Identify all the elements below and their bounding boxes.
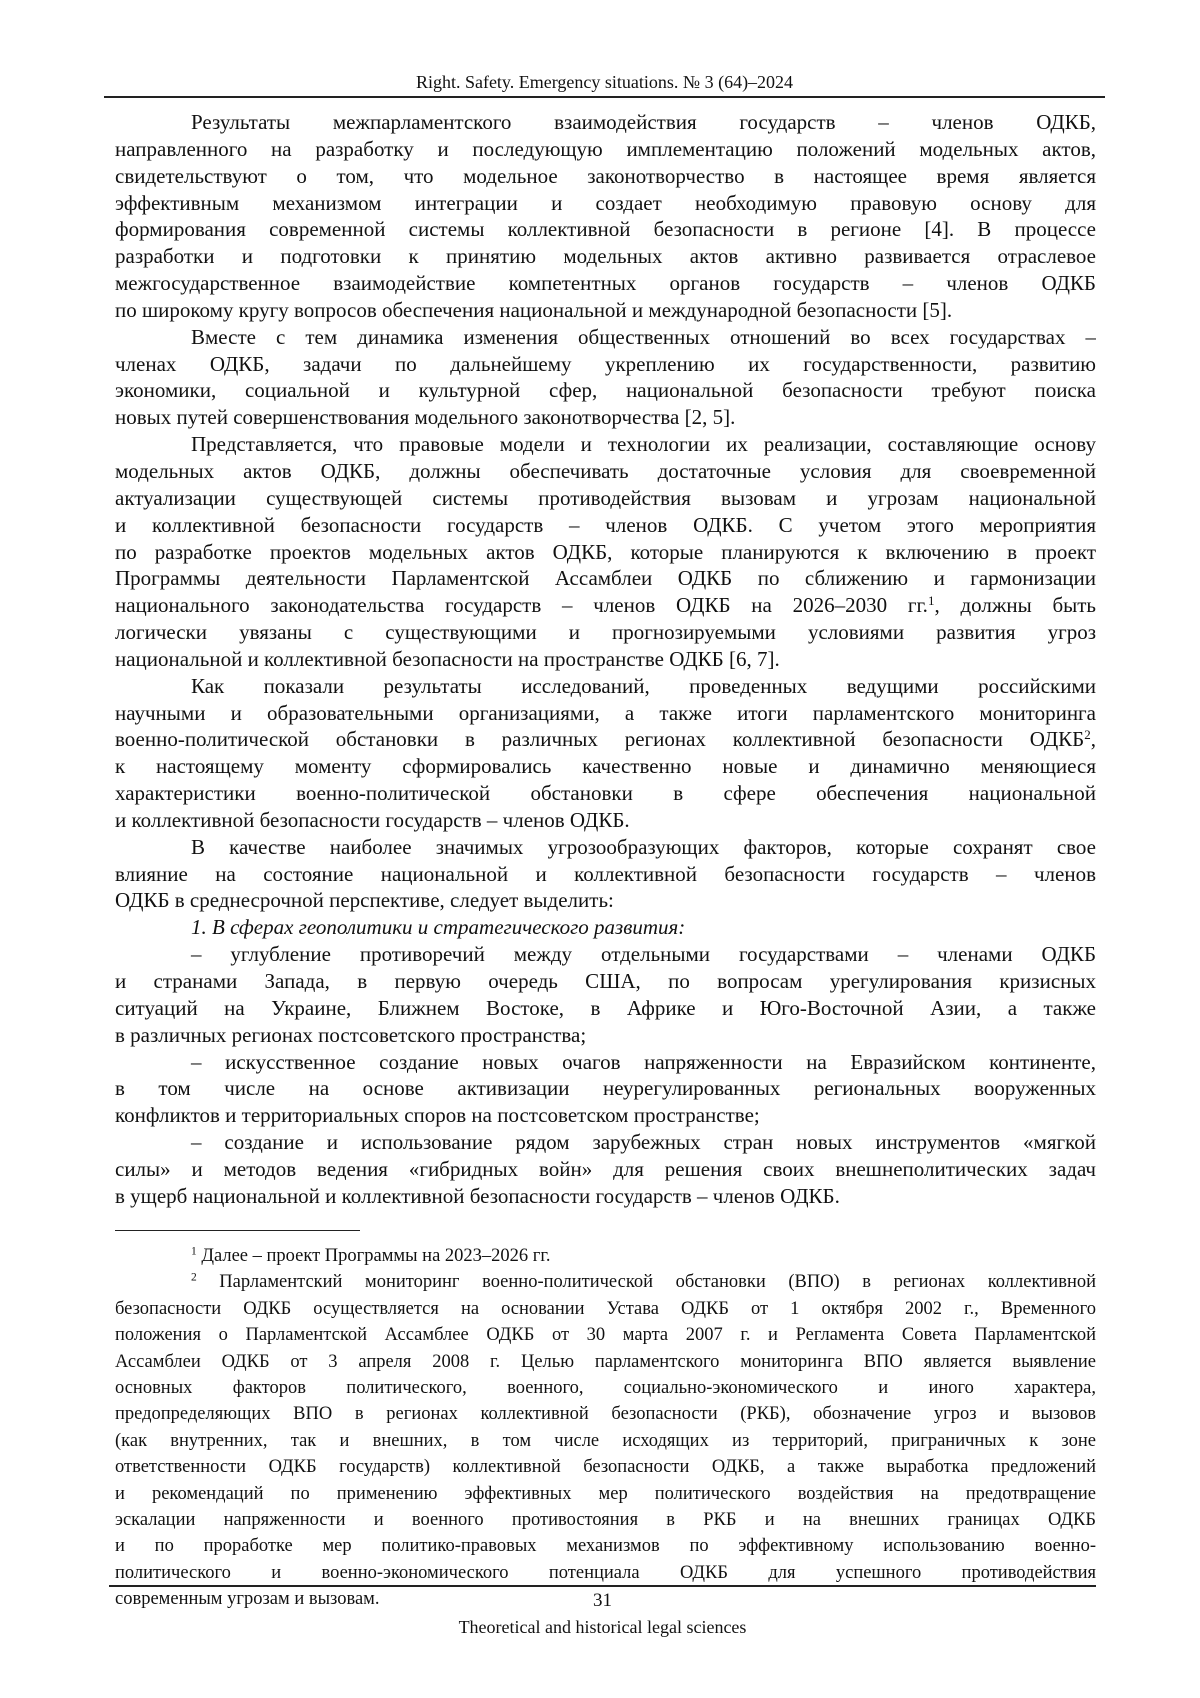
text-line xyxy=(115,834,1096,861)
line-text: (как внутренних, так и внешних, в том числе исходящих из территорий, приграничных к зоне xyxy=(115,1430,1096,1451)
line-text: и коллективной безопасности государств – членов ОДКБ. xyxy=(115,807,630,832)
main-text xyxy=(115,109,1096,1210)
line-text: национального законодательства государств – членов ОДКБ на 2026–2030 гг. xyxy=(115,593,928,618)
line-text: военно-политической обстановки в различных регионах коллективной безопасности ОДКБ xyxy=(115,727,1085,752)
paragraph xyxy=(115,941,1096,1048)
text-line xyxy=(115,190,1096,217)
line-text: научными и образовательными организациями, а также итоги парламентского мониторинга xyxy=(115,700,1096,725)
text-line xyxy=(115,512,1096,539)
text-line xyxy=(115,270,1096,297)
text-line xyxy=(115,1349,1096,1375)
line-text: логически увязаны с существующими и прогнозируемыми условиями развития угроз xyxy=(115,620,1096,645)
text-line xyxy=(115,297,1096,324)
paragraph xyxy=(115,914,1096,941)
text-line xyxy=(115,1269,1096,1295)
line-text: эскалации напряженности и военного противостояния в РКБ и на внешних границах ОДКБ xyxy=(115,1509,1096,1530)
text-line xyxy=(115,565,1096,592)
line-text: предопределяющих ВПО в регионах коллективной безопасности (РКБ), обозначение угроз и вызовов xyxy=(115,1404,1096,1425)
line-text: и рекомендаций по применению эффективных мер политического воздействия на предотвращение xyxy=(115,1483,1096,1504)
line-text: по широкому кругу вопросов обеспечения национальной и международной безопасности [5]. xyxy=(115,297,953,322)
line-text: конфликтов и территориальных споров на постсоветском пространстве; xyxy=(115,1103,760,1128)
line-text: ситуаций на Украине, Ближнем Востоке, в Африке и Юго-Восточной Азии, а также xyxy=(115,995,1096,1020)
line-text: межгосударственное взаимодействие компетентных органов государств – членов ОДКБ xyxy=(115,271,1096,296)
line-text: Далее – проект Программы на 2023–2026 гг. xyxy=(196,1246,551,1266)
text-line xyxy=(115,1129,1096,1156)
footnote-marker: 2 xyxy=(191,1272,197,1285)
text-line xyxy=(115,807,1096,834)
line-text: политического и военно-экономического потенциала ОДКБ для успешного противодействия xyxy=(115,1562,1096,1583)
line-text: ответственности ОДКБ государств) коллективной безопасности ОДКБ, а также выработка предложений xyxy=(115,1457,1096,1478)
line-text: основных факторов политического, военного, социально-экономического и иного характера, xyxy=(115,1377,1096,1398)
paragraph xyxy=(115,1129,1096,1210)
line-text: Результаты межпарламентского взаимодействия государств – членов ОДКБ, xyxy=(191,110,1096,134)
line-text: Ассамблеи ОДКБ от 3 апреля 2008 г. Целью парламентского мониторинга ВПО является выявление xyxy=(115,1351,1096,1372)
line-text: – углубление противоречий между отдельными государствами – членами ОДКБ xyxy=(191,942,1096,967)
line-text: силы» и методов ведения «гибридных войн» для решения своих внешнеполитических задач xyxy=(115,1156,1096,1181)
text-line xyxy=(115,109,1096,136)
text-line xyxy=(115,458,1096,485)
line-text: ОДКБ в среднесрочной перспективе, следует выделить: xyxy=(115,888,614,913)
text-line xyxy=(115,968,1096,995)
footnote-reference: 1 xyxy=(927,593,935,609)
text-line xyxy=(115,941,1096,968)
line-text: – искусственное создание новых очагов напряженности на Евразийском континенте, xyxy=(191,1049,1096,1074)
footer-section-title: Theoretical and historical legal sciences xyxy=(458,1617,747,1637)
text-line xyxy=(115,592,1096,619)
text-line xyxy=(115,351,1096,378)
text-line xyxy=(115,861,1096,888)
running-header: Right. Safety. Emergency situations. № 3 (64)–2024 xyxy=(415,72,794,92)
text-line xyxy=(115,243,1096,270)
text-line xyxy=(115,1022,1096,1049)
text-line xyxy=(115,377,1096,404)
paragraph xyxy=(115,1049,1096,1130)
text-line xyxy=(115,726,1096,753)
line-text: современным угрозам и вызовам. xyxy=(115,1589,380,1610)
line-text: В качестве наиболее значимых угрозообразующих факторов, которые сохранят свое xyxy=(191,834,1096,859)
text-line xyxy=(115,1560,1096,1586)
text-line xyxy=(115,1156,1096,1183)
text-line xyxy=(115,431,1096,458)
line-text: – создание и использование рядом зарубежных стран новых инструментов «мягкой xyxy=(191,1130,1096,1155)
line-text: влияние на состояние национальной и коллективной безопасности государств – членов xyxy=(115,861,1096,886)
text-line xyxy=(115,1481,1096,1507)
line-text: в различных регионах постсоветского пространства; xyxy=(115,1022,587,1047)
text-line xyxy=(115,1507,1096,1533)
text-line xyxy=(115,1243,1096,1269)
footnote-marker: 1 xyxy=(191,1245,197,1258)
paragraph xyxy=(115,431,1096,673)
footnote-separator xyxy=(115,1230,360,1231)
paragraph xyxy=(115,109,1096,324)
line-text: безопасности ОДКБ осуществляется на основании Устава ОДКБ от 1 октября 2002 г., Временного xyxy=(115,1298,1096,1319)
line-text: 1. В сферах геополитики и стратегического развития: xyxy=(191,915,686,940)
text-line xyxy=(115,619,1096,646)
line-text: по разработке проектов модельных актов ОДКБ, которые планируются к включению в проект xyxy=(115,539,1096,564)
footnote xyxy=(115,1269,1096,1612)
text-line xyxy=(115,1401,1096,1427)
line-text: разработки и подготовки к принятию модельных актов активно развивается отраслевое xyxy=(115,244,1096,269)
line-text: к настоящему моменту сформировались качественно новые и динамично меняющиеся xyxy=(115,754,1096,779)
text-line xyxy=(115,1183,1096,1210)
line-text: Программы деятельности Парламентской Ассамблеи ОДКБ по сближению и гармонизации xyxy=(115,566,1096,591)
text-line xyxy=(115,1375,1096,1401)
text-line xyxy=(115,1454,1096,1480)
line-text: и странами Запада, в первую очередь США, по вопросам урегулирования кризисных xyxy=(115,969,1096,993)
text-line xyxy=(115,1428,1096,1454)
text-line xyxy=(115,136,1096,163)
paragraph xyxy=(115,673,1096,834)
line-text-after: , xyxy=(1090,727,1096,752)
line-text-after: , должны быть xyxy=(934,593,1096,618)
text-line xyxy=(115,163,1096,190)
page-number: 31 xyxy=(593,1590,612,1611)
line-text: эффективным механизмом интеграции и создает необходимую правовую основу для xyxy=(115,190,1096,215)
line-text: в ущерб национальной и коллективной безопасности государств – членов ОДКБ. xyxy=(115,1183,840,1208)
text-line xyxy=(115,485,1096,512)
line-text: направленного на разработку и последующую имплементацию положений модельных актов, xyxy=(115,136,1096,161)
line-text: и по проработке мер политико-правовых механизмов по эффективному использованию военно- xyxy=(115,1536,1096,1557)
text-line xyxy=(115,995,1096,1022)
text-line xyxy=(115,1075,1096,1102)
line-text: формирования современной системы коллективной безопасности в регионе [4]. В процессе xyxy=(115,217,1096,242)
text-line xyxy=(115,539,1096,566)
header-rule xyxy=(104,96,1105,98)
text-line xyxy=(115,780,1096,807)
line-text: характеристики военно-политической обстановки в сфере обеспечения национальной xyxy=(115,781,1096,806)
line-text: положения о Парламентской Ассамблее ОДКБ от 30 марта 2007 г. и Регламента Совета Парламентской xyxy=(115,1325,1096,1346)
line-text: Представляется, что правовые модели и технологии их реализации, составляющие основу xyxy=(191,432,1096,457)
line-text: Как показали результаты исследований, проведенных ведущими российскими xyxy=(191,673,1096,698)
text-line xyxy=(115,1322,1096,1348)
paragraph xyxy=(115,834,1096,915)
text-line xyxy=(115,1533,1096,1559)
line-text: Вместе с тем динамика изменения общественных отношений во всех государствах – xyxy=(191,324,1096,349)
text-line xyxy=(115,887,1096,914)
text-line xyxy=(115,324,1096,351)
line-text: актуализации существующей системы противодействия вызовам и угрозам национальной xyxy=(115,485,1096,510)
text-line xyxy=(115,216,1096,243)
text-line xyxy=(115,753,1096,780)
footnote xyxy=(115,1243,1096,1269)
text-line xyxy=(115,1296,1096,1322)
text-line xyxy=(115,646,1096,673)
text-line xyxy=(115,914,1096,941)
line-text: членах ОДКБ, задачи по дальнейшему укреплению их государственности, развитию xyxy=(115,351,1096,376)
paragraph xyxy=(115,324,1096,431)
text-line xyxy=(115,1102,1096,1129)
footnote-reference: 2 xyxy=(1084,727,1091,743)
line-text: новых путей совершенствования модельного законотворчества [2, 5]. xyxy=(115,405,736,430)
line-text: национальной и коллективной безопасности на пространстве ОДКБ [6, 7]. xyxy=(115,646,780,671)
footnotes xyxy=(115,1243,1096,1612)
line-text: модельных актов ОДКБ, должны обеспечивать достаточные условия для своевременной xyxy=(115,458,1096,483)
text-line xyxy=(115,673,1096,700)
line-text: и коллективной безопасности государств – членов ОДКБ. С учетом этого мероприятия xyxy=(115,512,1096,537)
footer-rule xyxy=(109,1585,1096,1587)
text-line xyxy=(115,1049,1096,1076)
line-text: в том числе на основе активизации неурегулированных региональных вооруженных xyxy=(115,1076,1096,1101)
line-text: экономики, социальной и культурной сфер, национальной безопасности требуют поиска xyxy=(115,378,1096,403)
line-text: Парламентский мониторинг военно-политической обстановки (ВПО) в регионах коллективной xyxy=(196,1272,1096,1293)
text-line xyxy=(115,404,1096,431)
line-text: свидетельствуют о том, что модельное законотворчество в настоящее время является xyxy=(115,163,1096,188)
text-line xyxy=(115,700,1096,727)
